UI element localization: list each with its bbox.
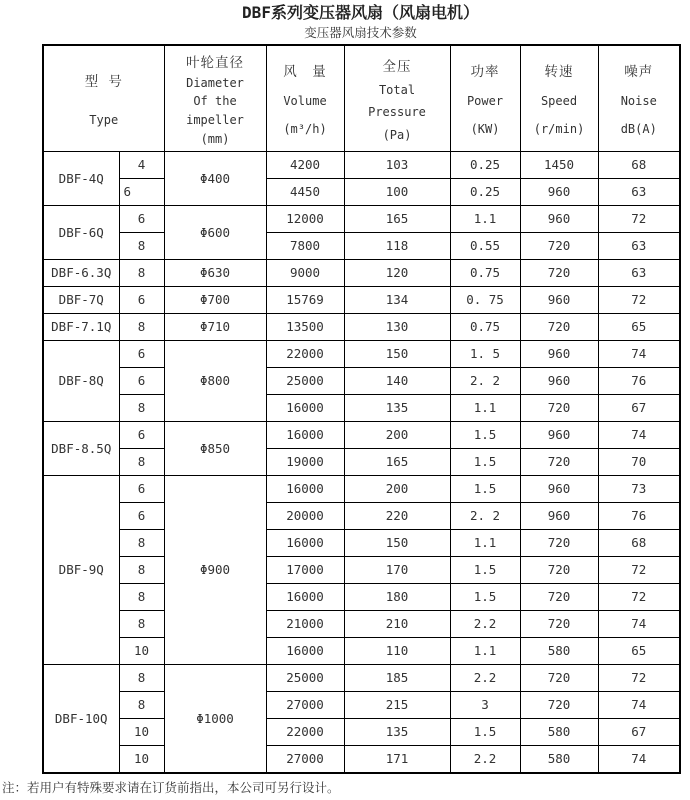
speed-cell: 720 (520, 259, 598, 286)
diameter-cell: Φ800 (164, 340, 266, 421)
pressure-cell: 171 (344, 745, 450, 773)
power-cell: 1.5 (450, 556, 520, 583)
speed-cell: 960 (520, 205, 598, 232)
header-line: 型 号 (84, 73, 123, 90)
pole-cell: 8 (119, 448, 164, 475)
pressure-cell: 134 (344, 286, 450, 313)
speed-cell: 580 (520, 637, 598, 664)
power-cell: 0.25 (450, 151, 520, 178)
noise-cell: 72 (598, 583, 680, 610)
noise-cell: 74 (598, 340, 680, 367)
model-cell: DBF-10Q (43, 664, 119, 773)
volume-cell: 27000 (266, 745, 344, 773)
volume-cell: 16000 (266, 394, 344, 421)
pressure-cell: 165 (344, 205, 450, 232)
page-title: DBF系列变压器风扇（风扇电机） (242, 3, 479, 22)
power-cell: 1.5 (450, 421, 520, 448)
table-row (43, 232, 680, 259)
power-cell: 1.5 (450, 475, 520, 502)
pole-cell: 8 (119, 232, 164, 259)
table-row (43, 664, 680, 691)
table-row (43, 448, 680, 475)
pole-cell: 6 (119, 205, 164, 232)
header-row (43, 45, 680, 151)
header-lines (451, 46, 520, 150)
volume-cell: 19000 (266, 448, 344, 475)
pole-cell: 6 (119, 475, 164, 502)
pressure-cell: 200 (344, 475, 450, 502)
speed-cell: 720 (520, 529, 598, 556)
speed-cell: 720 (520, 394, 598, 421)
volume-cell: 9000 (266, 259, 344, 286)
speed-cell: 720 (520, 583, 598, 610)
noise-cell: 63 (598, 259, 680, 286)
noise-cell: 68 (598, 151, 680, 178)
pole-cell: 8 (119, 556, 164, 583)
speed-cell: 720 (520, 556, 598, 583)
pole-cell: 6 (119, 340, 164, 367)
power-cell: 0. 75 (450, 286, 520, 313)
diameter-cell: Φ400 (164, 151, 266, 205)
power-cell: 1.1 (450, 529, 520, 556)
speed-cell: 720 (520, 232, 598, 259)
pressure-cell: 118 (344, 232, 450, 259)
noise-cell: 72 (598, 556, 680, 583)
header-line: impeller (186, 112, 244, 127)
pressure-cell: 185 (344, 664, 450, 691)
speed-cell: 960 (520, 367, 598, 394)
header-line: Volume (283, 94, 327, 109)
header-line: 风 量 (283, 64, 327, 81)
model-cell: DBF-8Q (43, 340, 119, 421)
header-line: Pressure (368, 105, 426, 120)
header-line: (KW) (470, 122, 500, 137)
col-header-diameter (164, 45, 266, 151)
volume-cell: 16000 (266, 583, 344, 610)
noise-cell: 74 (598, 691, 680, 718)
model-cell: DBF-6.3Q (43, 259, 119, 286)
power-cell: 0.75 (450, 259, 520, 286)
model-cell: DBF-7Q (43, 286, 119, 313)
header-line: 叶轮直径 (186, 54, 245, 71)
speed-cell: 720 (520, 610, 598, 637)
speed-cell: 720 (520, 664, 598, 691)
noise-cell: 73 (598, 475, 680, 502)
header-lines (521, 46, 598, 150)
pole-cell: 8 (119, 313, 164, 340)
col-header-type (43, 45, 164, 151)
table-row (43, 259, 680, 286)
power-cell: 0.25 (450, 178, 520, 205)
table-row (43, 583, 680, 610)
volume-cell: 17000 (266, 556, 344, 583)
power-cell: 2.2 (450, 745, 520, 773)
table-row (43, 313, 680, 340)
pole-cell: 8 (119, 529, 164, 556)
pole-cell: 6 (119, 367, 164, 394)
noise-cell: 65 (598, 637, 680, 664)
pole-cell: 8 (119, 610, 164, 637)
volume-cell: 22000 (266, 718, 344, 745)
col-header-speed (520, 45, 598, 151)
noise-cell: 74 (598, 610, 680, 637)
volume-cell: 16000 (266, 421, 344, 448)
col-header-volume (266, 45, 344, 151)
speed-cell: 960 (520, 340, 598, 367)
pole-cell: 8 (119, 583, 164, 610)
volume-cell: 22000 (266, 340, 344, 367)
pressure-cell: 215 (344, 691, 450, 718)
table-row (43, 745, 680, 773)
table-row (43, 421, 680, 448)
header-line: 功率 (470, 64, 500, 81)
table-row (43, 340, 680, 367)
model-cell: DBF-7.1Q (43, 313, 119, 340)
power-cell: 1.1 (450, 205, 520, 232)
header-lines (345, 46, 450, 150)
noise-cell: 67 (598, 394, 680, 421)
power-cell: 2. 2 (450, 367, 520, 394)
pole-cell: 4 (119, 151, 164, 178)
pole-cell: 6 (119, 421, 164, 448)
pole-cell: 10 (119, 718, 164, 745)
model-cell: DBF-6Q (43, 205, 119, 259)
table-row (43, 637, 680, 664)
power-cell: 2. 2 (450, 502, 520, 529)
header-line: Type (89, 112, 119, 127)
pole-cell: 8 (119, 691, 164, 718)
diameter-cell: Φ630 (164, 259, 266, 286)
pole-cell: 10 (119, 637, 164, 664)
noise-cell: 63 (598, 232, 680, 259)
table-row (43, 367, 680, 394)
pressure-cell: 140 (344, 367, 450, 394)
power-cell: 1. 5 (450, 340, 520, 367)
table-row (43, 691, 680, 718)
pressure-cell: 150 (344, 529, 450, 556)
speed-cell: 580 (520, 745, 598, 773)
noise-cell: 65 (598, 313, 680, 340)
header-line: (mm) (200, 131, 230, 146)
speed-cell: 960 (520, 421, 598, 448)
noise-cell: 63 (598, 178, 680, 205)
speed-cell: 960 (520, 502, 598, 529)
speed-cell: 580 (520, 718, 598, 745)
page-subtitle: 变压器风扇技术参数 (304, 25, 417, 40)
volume-cell: 13500 (266, 313, 344, 340)
noise-cell: 72 (598, 664, 680, 691)
table-row (43, 205, 680, 232)
pole-cell: 6 (119, 178, 164, 205)
speed-cell: 960 (520, 178, 598, 205)
speed-cell: 960 (520, 475, 598, 502)
model-cell: DBF-9Q (43, 475, 119, 664)
volume-cell: 4450 (266, 178, 344, 205)
table-body (43, 151, 680, 773)
volume-cell: 25000 (266, 367, 344, 394)
pressure-cell: 180 (344, 583, 450, 610)
noise-cell: 74 (598, 745, 680, 773)
document-content (42, 0, 679, 774)
pressure-cell: 130 (344, 313, 450, 340)
speed-cell: 960 (520, 286, 598, 313)
table-row (43, 151, 680, 178)
header-line: (m³/h) (283, 122, 327, 137)
fan-spec-table (42, 44, 681, 774)
table-row (43, 718, 680, 745)
col-header-pressure (344, 45, 450, 151)
table-row (43, 529, 680, 556)
diameter-cell: Φ900 (164, 475, 266, 664)
noise-cell: 72 (598, 286, 680, 313)
volume-cell: 16000 (266, 529, 344, 556)
power-cell: 1.1 (450, 637, 520, 664)
header-lines (165, 46, 266, 150)
power-cell: 1.5 (450, 448, 520, 475)
speed-cell: 1450 (520, 151, 598, 178)
power-cell: 2.2 (450, 664, 520, 691)
diameter-cell: Φ850 (164, 421, 266, 475)
volume-cell: 7800 (266, 232, 344, 259)
volume-cell: 12000 (266, 205, 344, 232)
pole-cell: 8 (119, 259, 164, 286)
pressure-cell: 100 (344, 178, 450, 205)
model-cell: DBF-4Q (43, 151, 119, 205)
header-line: Of the (193, 94, 237, 109)
header-line: Diameter (186, 75, 244, 90)
diameter-cell: Φ600 (164, 205, 266, 259)
header-line: 转速 (544, 64, 574, 81)
header-lines (267, 46, 344, 150)
table-row (43, 394, 680, 421)
header-line: (r/min) (533, 122, 585, 137)
header-line: 噪声 (624, 64, 654, 81)
pressure-cell: 210 (344, 610, 450, 637)
pressure-cell: 103 (344, 151, 450, 178)
pressure-cell: 135 (344, 394, 450, 421)
pressure-cell: 135 (344, 718, 450, 745)
footnote: 注：若用户有特殊要求请在订货前指出，本公司可另行设计。 (2, 779, 340, 795)
volume-cell: 16000 (266, 475, 344, 502)
speed-cell: 720 (520, 313, 598, 340)
header-lines (599, 46, 680, 150)
table-row (43, 610, 680, 637)
power-cell: 1.5 (450, 718, 520, 745)
table-row (43, 178, 680, 205)
diameter-cell: Φ700 (164, 286, 266, 313)
noise-cell: 74 (598, 421, 680, 448)
diameter-cell: Φ710 (164, 313, 266, 340)
header-line: Speed (540, 94, 578, 109)
col-header-power (450, 45, 520, 151)
table-header (43, 45, 680, 151)
noise-cell: 72 (598, 205, 680, 232)
pole-cell: 6 (119, 502, 164, 529)
pole-cell: 10 (119, 745, 164, 773)
volume-cell: 20000 (266, 502, 344, 529)
volume-cell: 15769 (266, 286, 344, 313)
speed-cell: 720 (520, 448, 598, 475)
volume-cell: 4200 (266, 151, 344, 178)
col-header-noise (598, 45, 680, 151)
power-cell: 1.5 (450, 583, 520, 610)
header-lines (44, 46, 164, 150)
power-cell: 1.1 (450, 394, 520, 421)
pressure-cell: 220 (344, 502, 450, 529)
pressure-cell: 200 (344, 421, 450, 448)
power-cell: 0.75 (450, 313, 520, 340)
pressure-cell: 165 (344, 448, 450, 475)
header-line: Noise (620, 94, 657, 109)
pressure-cell: 110 (344, 637, 450, 664)
power-cell: 0.55 (450, 232, 520, 259)
pole-cell: 8 (119, 394, 164, 421)
volume-cell: 25000 (266, 664, 344, 691)
table-row (43, 502, 680, 529)
header-line: (Pa) (382, 127, 412, 142)
pole-cell: 6 (119, 286, 164, 313)
noise-cell: 76 (598, 367, 680, 394)
pressure-cell: 120 (344, 259, 450, 286)
noise-cell: 68 (598, 529, 680, 556)
diameter-cell: Φ1000 (164, 664, 266, 773)
noise-cell: 76 (598, 502, 680, 529)
pole-cell: 8 (119, 664, 164, 691)
power-cell: 3 (450, 691, 520, 718)
volume-cell: 16000 (266, 637, 344, 664)
table-row (43, 475, 680, 502)
table-row (43, 556, 680, 583)
noise-cell: 67 (598, 718, 680, 745)
header-line: Total (378, 83, 416, 98)
header-line: 全压 (382, 58, 412, 75)
pressure-cell: 170 (344, 556, 450, 583)
table-row (43, 286, 680, 313)
volume-cell: 21000 (266, 610, 344, 637)
header-line: Power (466, 94, 504, 109)
speed-cell: 720 (520, 691, 598, 718)
power-cell: 2.2 (450, 610, 520, 637)
volume-cell: 27000 (266, 691, 344, 718)
header-line: dB(A) (620, 122, 657, 137)
noise-cell: 70 (598, 448, 680, 475)
model-cell: DBF-8.5Q (43, 421, 119, 475)
pressure-cell: 150 (344, 340, 450, 367)
